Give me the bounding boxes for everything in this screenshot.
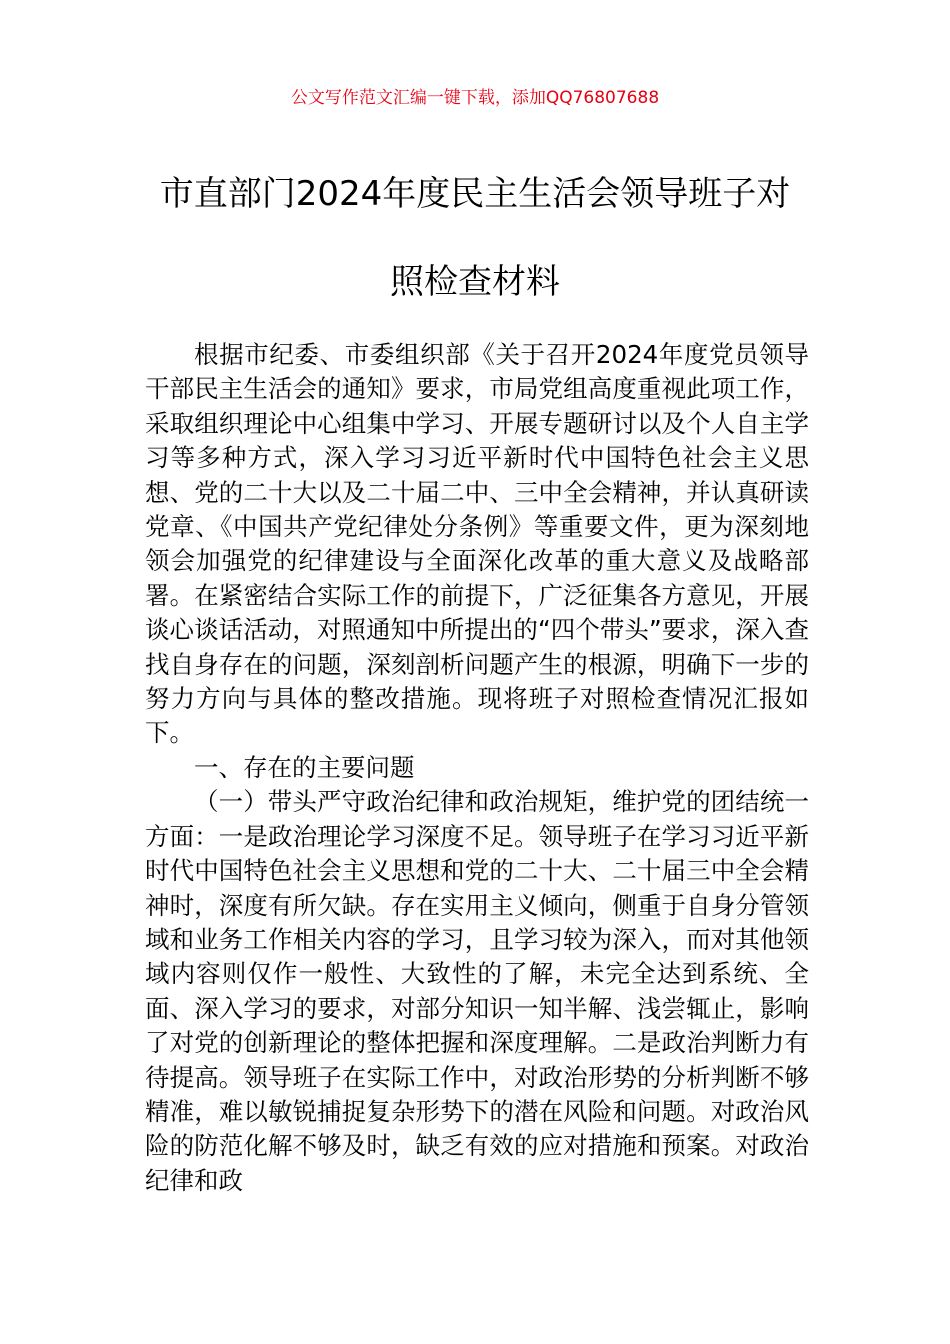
section-heading: 一、存在的主要问题 bbox=[194, 752, 415, 782]
title-line-1: 市直部门2024年度民主生活会领导班子对 bbox=[159, 174, 791, 214]
title-line-2: 照检查材料 bbox=[390, 262, 560, 302]
section-paragraph: （一）带头严守政治纪律和政治规矩，维护党的团结统一方面：一是政治理论学习深度不足。领导班子在学习习近平新时代中国特色社会主义思想和党的二十大、二十届三中全会精神时，深度有所欠缺。存在实用主义倾向，侧重于自身分管领域和业务工作相关内容的学习，且学习较为深入，而对其他领域内容则仅作一般性、大致性的了解，未完全达到系统、全面、深入学习的要求，对部分知识一知半解、浅尝辄止，影响了对党的创新理论的整体把握和深度理解。二是政治判断力有待提高。领导班子在实际工作中，对政治形势的分析判断不够精准，难以敏锐捕捉复杂形势下的潜在风险和问题。对政治风险的防范化解不够及时，缺乏有效的应对措施和预案。对政治纪律和政 bbox=[145, 787, 809, 1195]
header-download-note: 公文写作范文汇编一键下载，添加QQ76807688 bbox=[290, 88, 660, 108]
document-title bbox=[120, 150, 830, 326]
document-body bbox=[145, 338, 809, 1198]
intro-paragraph: 根据市纪委、市委组织部《关于召开2024年度党员领导干部民主生活会的通知》要求，市局党组高度重视此项工作，采取组织理论中心组集中学习、开展专题研讨以及个人自主学习等多种方式，深入学习习近平新时代中国特色社会主义思想、党的二十大以及二十届二中、三中全会精神，并认真研读党章、《中国共产党纪律处分条例》等重要文件，更为深刻地领会加强党的纪律建设与全面深化改革的重大意义及战略部署。在紧密结合实际工作的前提下，广泛征集各方意见，开展谈心谈话活动，对照通知中所提出的“四个带头”要求，深入查找自身存在的问题，深刻剖析问题产生的根源，明确下一步的努力方向与具体的整改措施。现将班子对照检查情况汇报如下。 bbox=[145, 340, 809, 748]
